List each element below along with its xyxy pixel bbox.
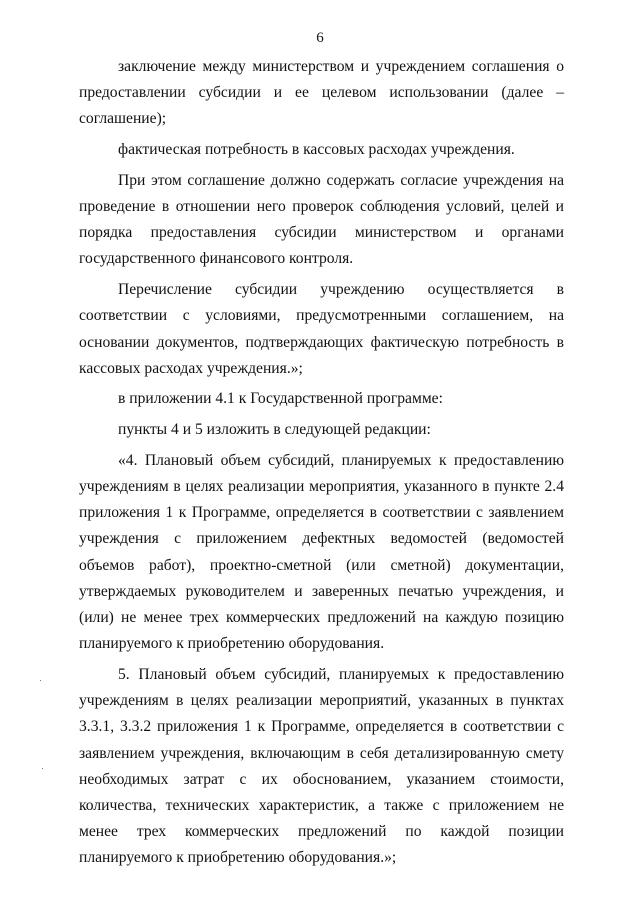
paragraph-appendix: в приложении 4.1 к Государственной программе: — [118, 390, 443, 408]
scan-speck — [42, 768, 43, 769]
paragraph-transfer: Перечисление субсидии учреждению осуществляется в соответствии с условиями, предусмотренными соглашением, на основании документов, подтверждающих фактическую потребность в кассовых расходах учреждения.»; — [79, 281, 564, 377]
paragraph-agreement: заключение между министерством и учреждением соглашения о предоставлении субсидии и ее целевом использовании (далее – соглашение); — [79, 58, 564, 128]
paragraph-consent: При этом соглашение должно содержать согласие учреждения на проведение в отношении него проверок соблюдения условий, целей и порядка предоставления субсидии министерством и органами государственного финансового контроля. — [79, 171, 564, 268]
scan-speck — [40, 680, 41, 681]
page-number: 6 — [316, 30, 324, 46]
document-body — [79, 54, 564, 872]
paragraph-items-edit: пункты 4 и 5 изложить в следующей редакции: — [118, 421, 431, 439]
paragraph-actual-need: фактическая потребность в кассовых расходах учреждения. — [118, 141, 515, 159]
paragraph-item-5: 5. Плановый объем субсидий, планируемых к предоставлению учреждениям в целях реализации мероприятий, указанных в пунктах 3.3.1, 3.3.2 приложения 1 к Программе, определяется в соответствии с заявлением учреждения, включающим в себя детализированную смету необходимых затрат с их обоснованием, указанием стоимости, количества, технических характеристик, а также с приложением не менее трех коммерческих предложений по каждой позиции планируемого к приобретению оборудования.»; — [79, 665, 564, 867]
paragraph-item-4: «4. Плановый объем субсидий, планируемых к предоставлению учреждениям в целях реализации мероприятия, указанного в пункте 2.4 приложения 1 к Программе, определяется в соответствии с заявлением учреждения с приложением дефектных ведомостей (ведомостей объемов работ), проектно-сметной (или сметной) документации, утверждаемых руководителем и заверенных печатью учреждения, и (или) не менее трех коммерческих предложений на каждую позицию планируемого к приобретению оборудования. — [79, 451, 564, 653]
